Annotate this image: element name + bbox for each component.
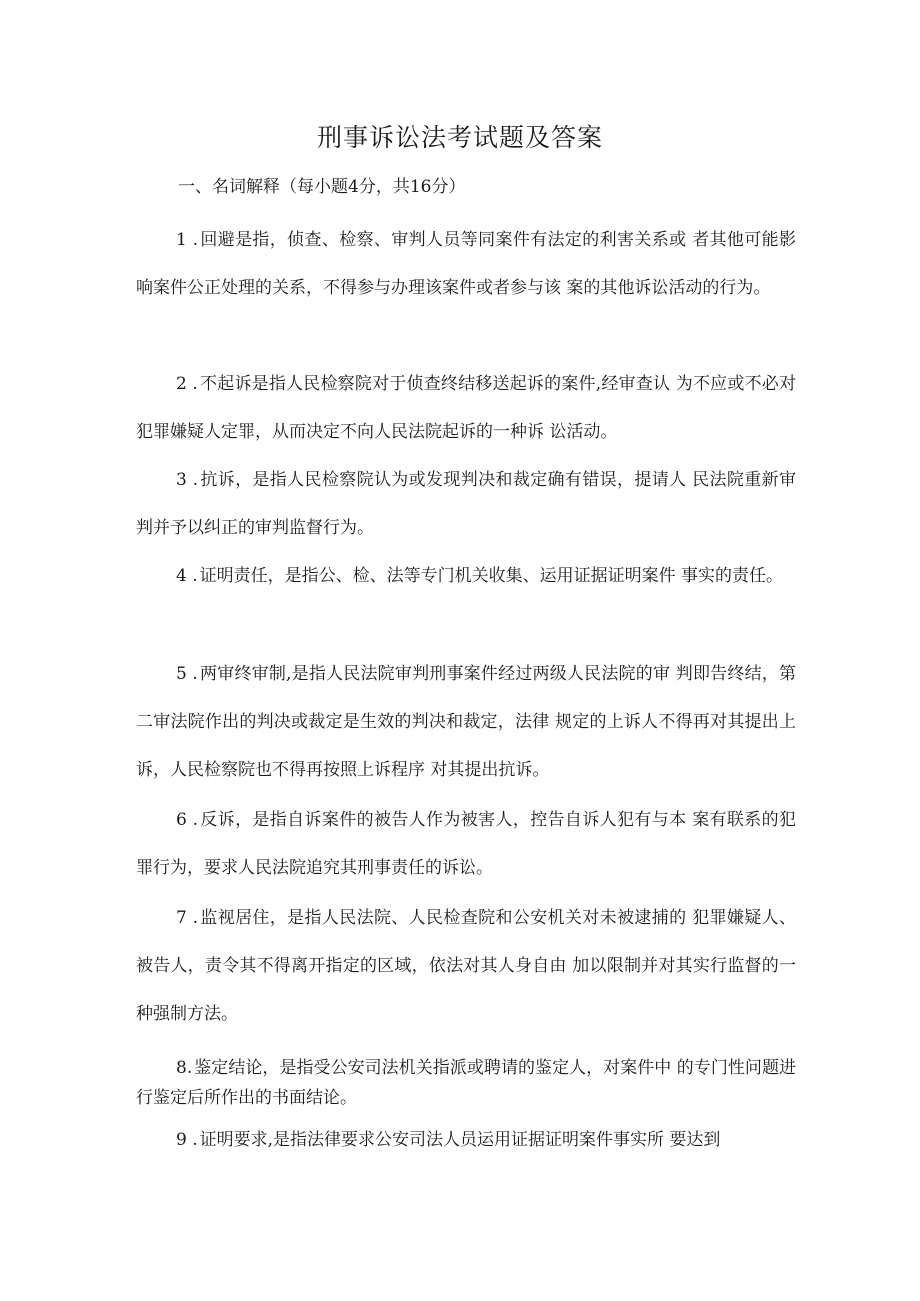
item-text: 不起诉是指人民检察院对于侦查终结移送起诉的案件,经审查认 为不应或不必对犯罪嫌疑人定罪，从而决定不向人民法院起诉的一种诉 讼活动。 (136, 374, 796, 442)
list-item (136, 1116, 796, 1164)
item-number: 8. (176, 1058, 193, 1078)
item-text: 回避是指，侦查、检察、审判人员等同案件有法定的利害关系或 者其他可能影响案件公正处理的关系，不得参与办理该案件或者参与该 案的其他诉讼活动的行为。 (136, 230, 796, 298)
list-item (136, 552, 796, 600)
item-number: 9 . (176, 1130, 198, 1150)
list-item (136, 216, 796, 312)
item-text: 鉴定结论，是指受公安司法机关指派或聘请的鉴定人，对案件中 的专门性问题进行鉴定后所作出的书面结论。 (136, 1058, 796, 1108)
item-number: 5 . (176, 664, 198, 684)
item-number: 3 . (176, 470, 198, 490)
item-text: 证明责任，是指公、检、法等专门机关收集、运用证据证明案件 事实的责任。 (199, 566, 784, 586)
item-text: 证明要求,是指法律要求公安司法人员运用证据证明案件事实所 要达到 (199, 1130, 721, 1150)
item-number: 7 . (176, 908, 198, 928)
section-heading: 一、名词解释（每小题4分，共16分） (178, 177, 466, 197)
item-number: 6 . (176, 810, 198, 830)
item-number: 2 . (176, 374, 198, 394)
item-text: 抗诉，是指人民检察院认为或发现判决和裁定确有错误，提请人 民法院重新审判并予以纠正的审判监督行为。 (136, 470, 796, 538)
document-title: 刑事诉讼法考试题及答案 (316, 123, 603, 152)
item-text: 反诉，是指自诉案件的被告人作为被害人，控告自诉人犯有与本 案有联系的犯罪行为，要求人民法院追究其刑事责任的诉讼。 (136, 810, 796, 878)
list-item (136, 456, 796, 552)
list-item (136, 360, 796, 456)
list-item (136, 650, 796, 794)
item-number: 4 . (176, 566, 198, 586)
item-number: 1 . (176, 230, 198, 250)
list-item (136, 1053, 796, 1113)
list-item (136, 894, 796, 1038)
item-text: 两审终审制,是指人民法院审判刑事案件经过两级人民法院的审 判即告终结，第二审法院作出的判决或裁定是生效的判决和裁定，法律 规定的上诉人不得再对其提出上诉，人民检察院也不得再按照上诉程序 对其提出抗诉。 (136, 664, 796, 780)
item-text: 监视居住，是指人民法院、人民检查院和公安机关对未被逮捕的 犯罪嫌疑人、被告人，责令其不得离开指定的区域，依法对其人身自由 加以限制并对其实行监督的一种强制方法。 (136, 908, 796, 1024)
list-item (136, 796, 796, 892)
